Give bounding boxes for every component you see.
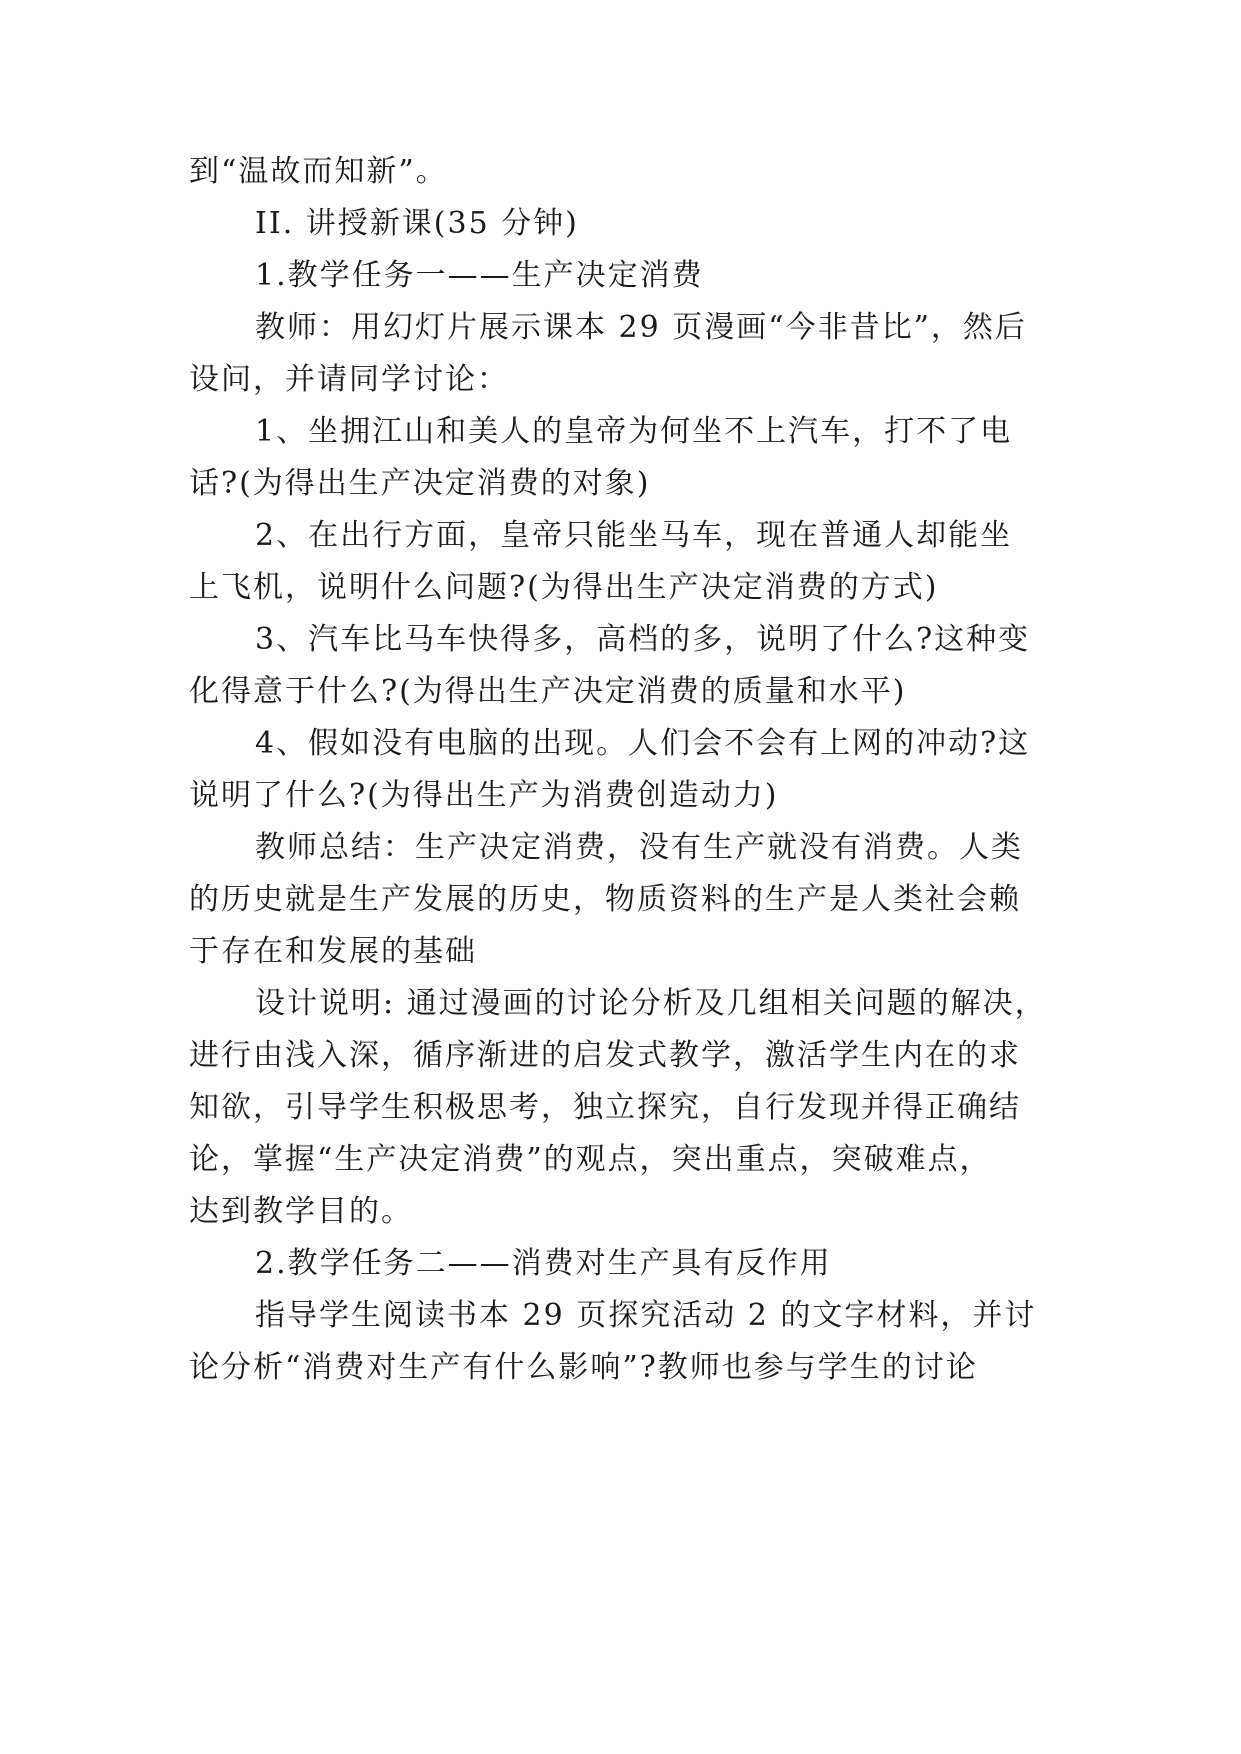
- question-line: 1、坐拥江山和美人的皇帝为何坐不上汽车，打不了电: [255, 414, 1013, 449]
- design-note-line: 达到教学目的。: [189, 1194, 413, 1229]
- summary-line: 教师总结：生产决定消费，没有生产就没有消费。人类: [255, 830, 1023, 865]
- summary-line: 的历史就是生产发展的历史，物质资料的生产是人类社会赖: [189, 882, 1021, 917]
- paragraph-line: 指导学生阅读书本 29 页探究活动 2 的文字材料，并讨: [255, 1298, 1037, 1333]
- task-heading: 1.教学任务一——生产决定消费: [255, 258, 704, 293]
- question-line: 3、汽车比马车快得多，高档的多，说明了什么?这种变: [255, 622, 1031, 657]
- question-line: 2、在出行方面，皇帝只能坐马车，现在普通人却能坐: [255, 518, 1013, 553]
- paragraph-line: 教师：用幻灯片展示课本 29 页漫画“今非昔比”，然后: [255, 310, 1027, 345]
- section-heading: II. 讲授新课(35 分钟): [255, 206, 579, 241]
- question-line: 化得意于什么?(为得出生产决定消费的质量和水平): [189, 674, 907, 709]
- question-line: 4、假如没有电脑的出现。人们会不会有上网的冲动?这: [255, 726, 1031, 761]
- text-line: 到“温故而知新”。: [189, 154, 448, 189]
- design-note-line: 进行由浅入深，循序渐进的启发式教学，激活学生内在的求: [189, 1038, 1021, 1073]
- paragraph-line: 论分析“消费对生产有什么影响”?教师也参与学生的讨论: [189, 1350, 978, 1385]
- question-line: 说明了什么?(为得出生产为消费创造动力): [189, 778, 779, 813]
- question-line: 话?(为得出生产决定消费的对象): [189, 466, 651, 501]
- task-heading: 2.教学任务二——消费对生产具有反作用: [255, 1246, 832, 1281]
- summary-line: 于存在和发展的基础: [189, 934, 477, 969]
- question-line: 上飞机，说明什么问题?(为得出生产决定消费的方式): [189, 570, 939, 605]
- design-note-line: 论，掌握“生产决定消费”的观点，突出重点，突破难点，: [189, 1142, 992, 1177]
- design-note-line: 设计说明: 通过漫画的讨论分析及几组相关问题的解决，: [255, 986, 1047, 1021]
- paragraph-line: 设问，并请同学讨论：: [189, 362, 509, 397]
- design-note-line: 知欲，引导学生积极思考，独立探究，自行发现并得正确结: [189, 1090, 1021, 1125]
